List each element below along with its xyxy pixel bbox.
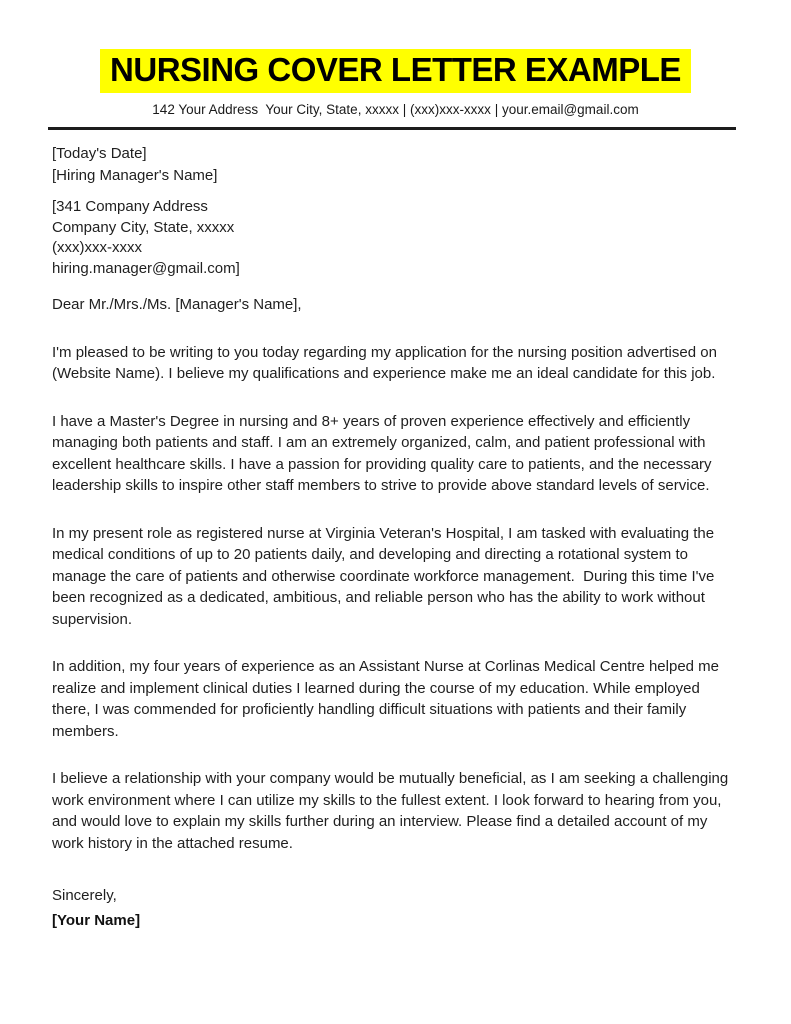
paragraph-introduction: I'm pleased to be writing to you today regarding my application for the nursing position advertised on (Website Name). I believe my qualifications and experience make me an ideal candidate for this job. <box>52 343 722 382</box>
document-header <box>0 0 791 130</box>
salutation: Dear Mr./Mrs./Ms. [Manager's Name], <box>52 296 302 313</box>
paragraph-prior-experience: In addition, my four years of experience as an Assistant Nurse at Corlinas Medical Centre helped me realize and implement clinical duties I learned during the course of my education. While employed there, I was commended for proficiently handling difficult situations with patients and their family members. <box>52 658 724 740</box>
closing: Sincerely, <box>52 887 117 904</box>
hiring-manager-name-placeholder: [Hiring Manager's Name] <box>52 166 218 184</box>
company-address-line: hiring.manager@gmail.com] <box>52 259 240 277</box>
date-placeholder: [Today's Date] <box>52 145 147 162</box>
signature-placeholder: [Your Name] <box>52 911 141 929</box>
company-address-line: [341 Company Address <box>52 198 208 215</box>
company-address-line: Company City, State, xxxxx <box>52 218 235 236</box>
page-title: NURSING COVER LETTER EXAMPLE <box>110 51 681 88</box>
paragraph-qualifications: I have a Master's Degree in nursing and 8+ years of proven experience effectively and efficiently managing both patients and staff. I am an extremely organized, calm, and patient professional with excellent healthcare skills. I have a passion for providing quality care to patients, and the necessary leadership skills to inspire other staff members to strive to provide above standard levels of service. <box>52 412 716 494</box>
paragraph-call-to-action: I believe a relationship with your company would be mutually beneficial, as I am seeking a challenging work environment where I can utilize my skills to the fullest extent. I look forward to hearing from you, and would love to explain my skills further during an interview. Please find a detailed account of my work history in the attached resume. <box>52 770 733 852</box>
paragraph-present-role: In my present role as registered nurse at Virginia Veteran's Hospital, I am tasked with evaluating the medical conditions of up to 20 patients daily, and developing and directing a rotational system to manage the care of patients and otherwise coordinate workforce management. During this time I've been recognized as a dedicated, ambitious, and reliable person who has the ability to work without supervision. <box>52 524 719 628</box>
contact-info-line: 142 Your Address Your City, State, xxxxx | (xxx)xxx-xxxx | your.email@gmail.com <box>152 102 639 117</box>
company-address-line: (xxx)xxx-xxxx <box>52 239 142 256</box>
title-highlight <box>100 49 691 93</box>
company-address-block <box>52 197 735 279</box>
letter-body <box>0 130 791 931</box>
